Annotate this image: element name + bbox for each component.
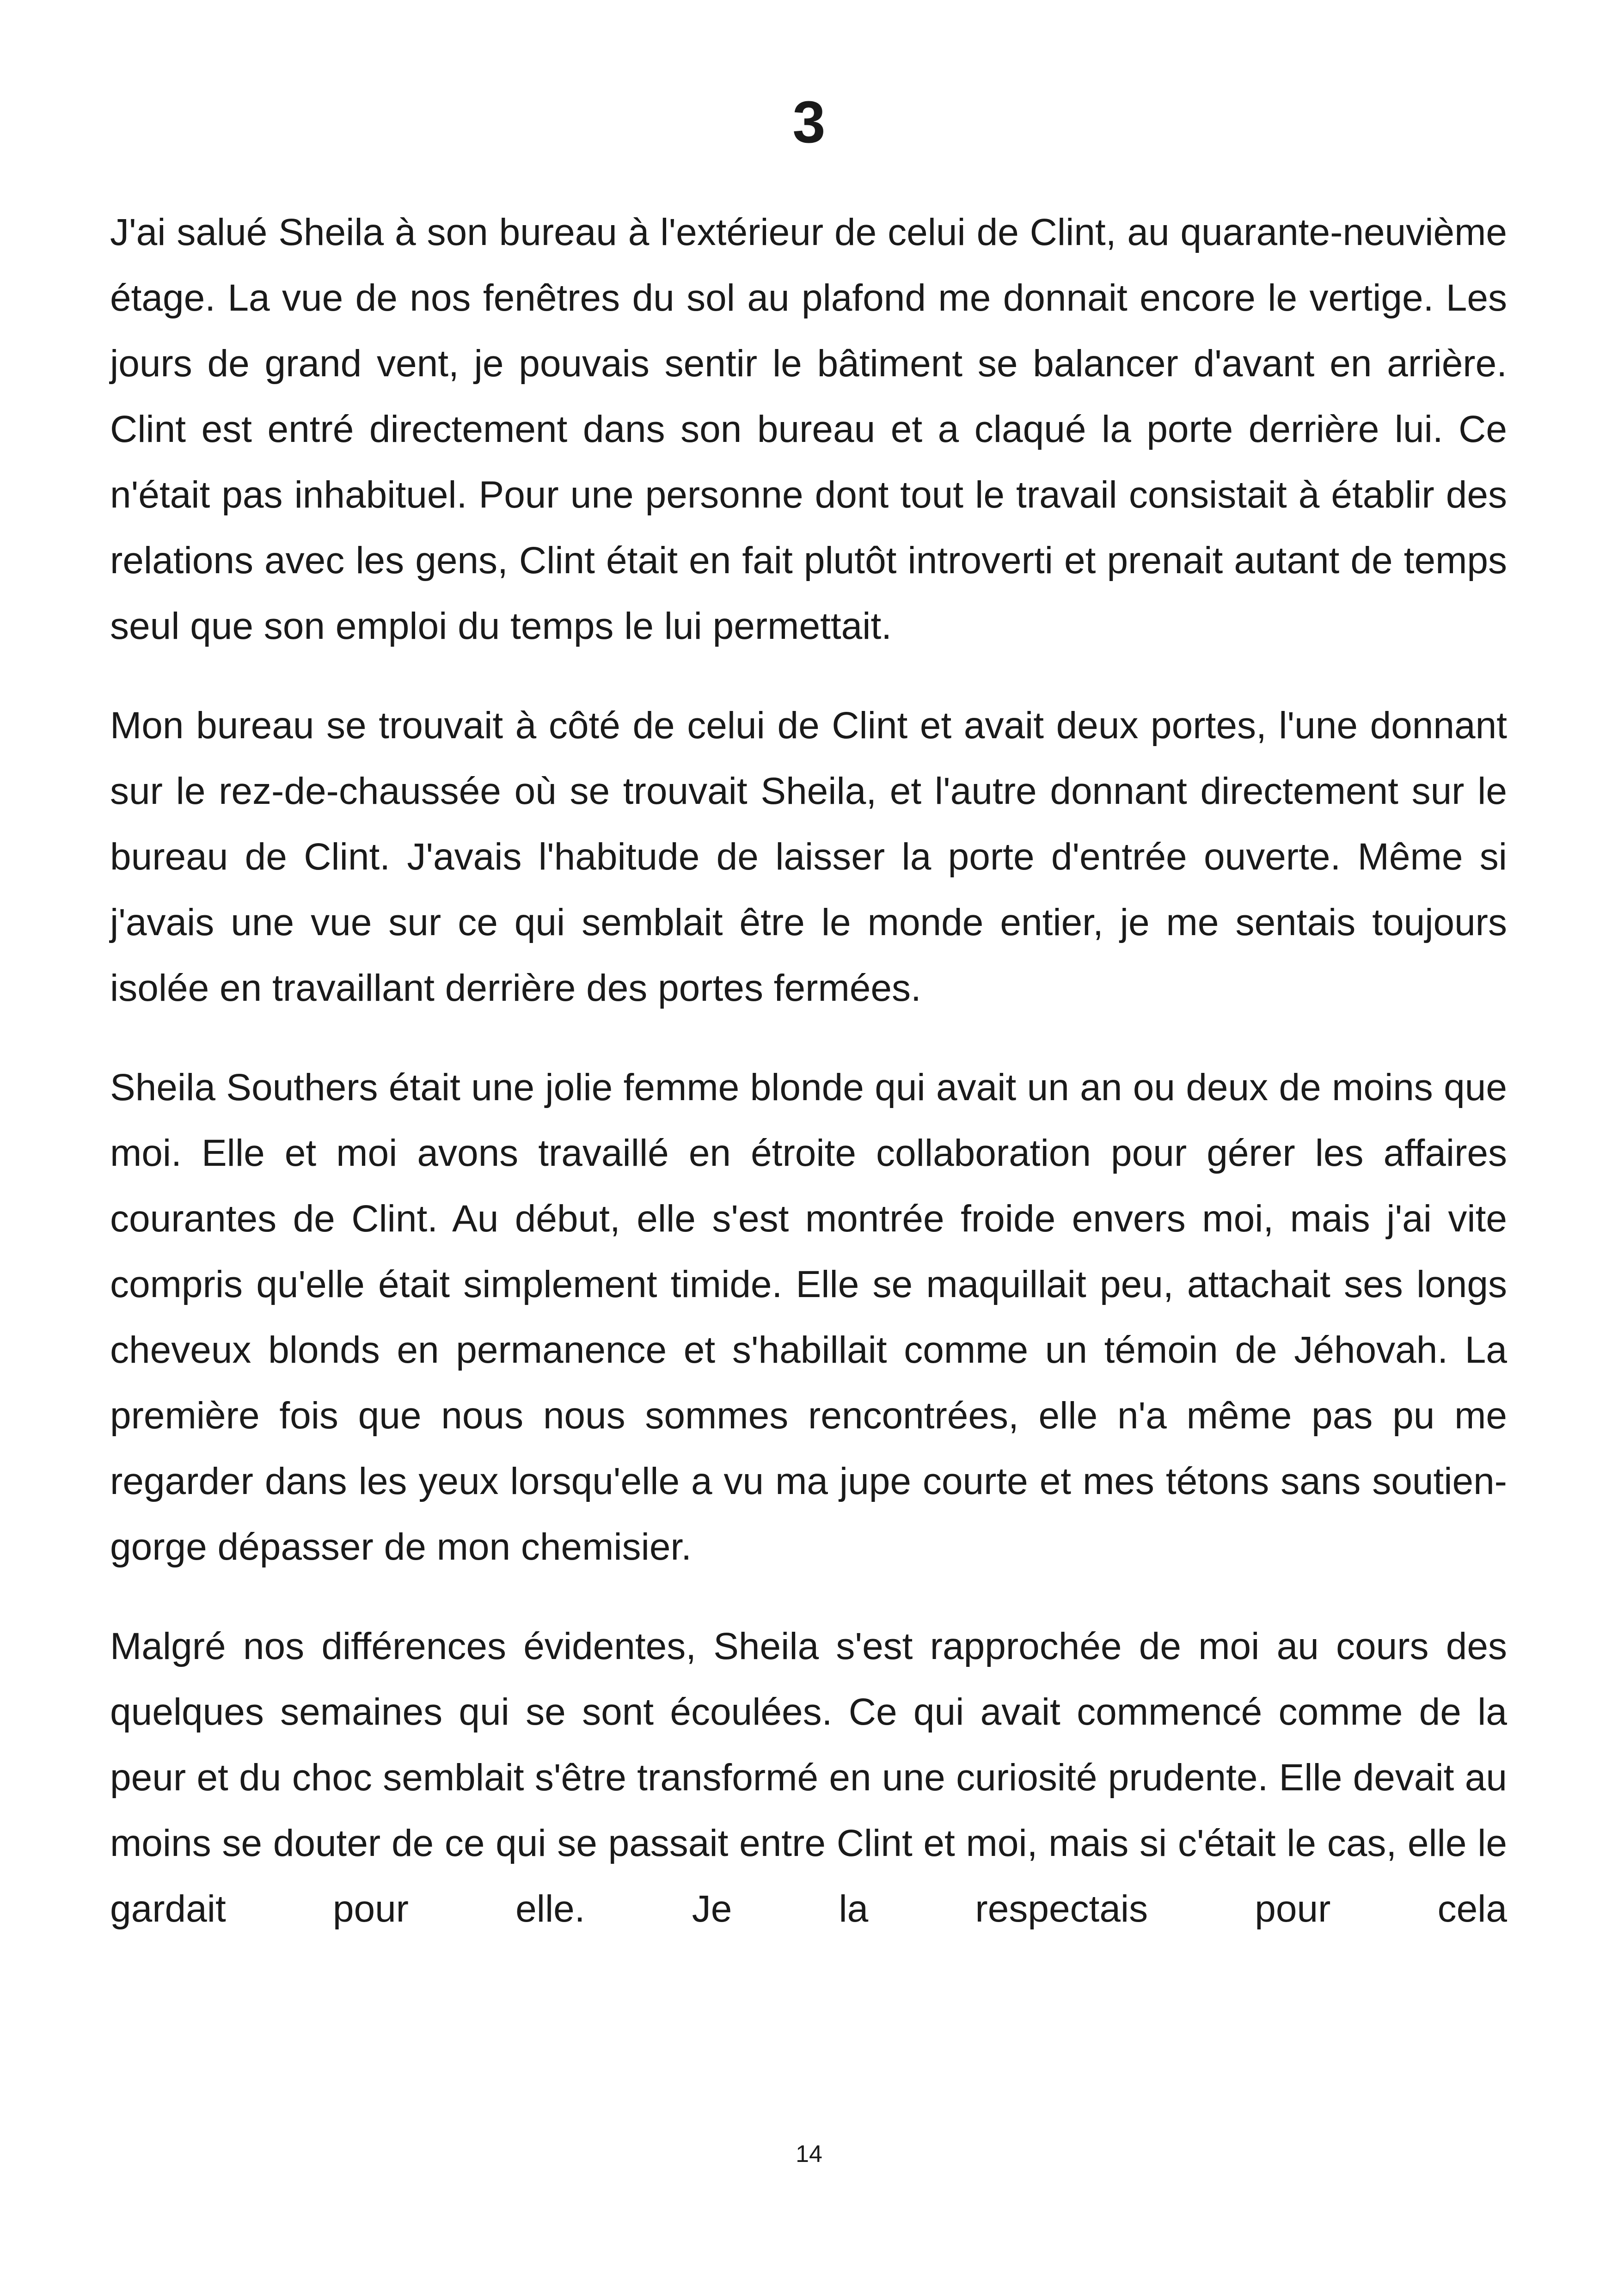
chapter-number: 3 (792, 89, 826, 155)
paragraph-4: Malgré nos différences évidentes, Sheila s'est rapprochée de moi au cours des quelques semaines qui se sont écoulées. Ce qui avait commencé comme de la peur et du choc semblait s'être transformé en une curiosité prudente. Elle devait au moins se douter de ce qui se passait entre Clint et moi, mais si c'était le cas, elle le gardait pour elle. Je la respectais pour cela (110, 1625, 1507, 1930)
paragraph-2: Mon bureau se trouvait à côté de celui de Clint et avait deux portes, l'une donnant sur le rez-de-chaussée où se trouvait Sheila, et l'autre donnant directement sur le bureau de Clint. J'avais l'habitude de laisser la porte d'entrée ouverte. Même si j'avais une vue sur ce qui semblait être le monde entier, je me sentais toujours isolée en travaillant derrière des portes fermées. (110, 704, 1507, 1009)
paragraph-1: J'ai salué Sheila à son bureau à l'extérieur de celui de Clint, au quarante-neuvième étage. La vue de nos fenêtres du sol au plafond me donnait encore le vertige. Les jours de grand vent, je pouvais sentir le bâtiment se balancer d'avant en arrière. Clint est entré directement dans son bureau et a claqué la porte derrière lui. Ce n'était pas inhabituel. Pour une personne dont tout le travail consistait à établir des relations avec les gens, Clint était en fait plutôt introverti et prenait autant de temps seul que son emploi du temps le lui permettait. (110, 211, 1507, 647)
body-text (110, 200, 1507, 1976)
paragraph-3: Sheila Southers était une jolie femme blonde qui avait un an ou deux de moins que moi. Elle et moi avons travaillé en étroite collaboration pour gérer les affaires courantes de Clint. Au début, elle s'est montrée froide envers moi, mais j'ai vite compris qu'elle était simplement timide. Elle se maquillait peu, attachait ses longs cheveux blonds en permanence et s'habillait comme un témoin de Jéhovah. La première fois que nous nous sommes rencontrées, elle n'a même pas pu me regarder dans les yeux lorsqu'elle a vu ma jupe courte et mes tétons sans soutien-gorge dépasser de mon chemisier. (110, 1066, 1507, 1568)
page-number: 14 (796, 2141, 822, 2167)
